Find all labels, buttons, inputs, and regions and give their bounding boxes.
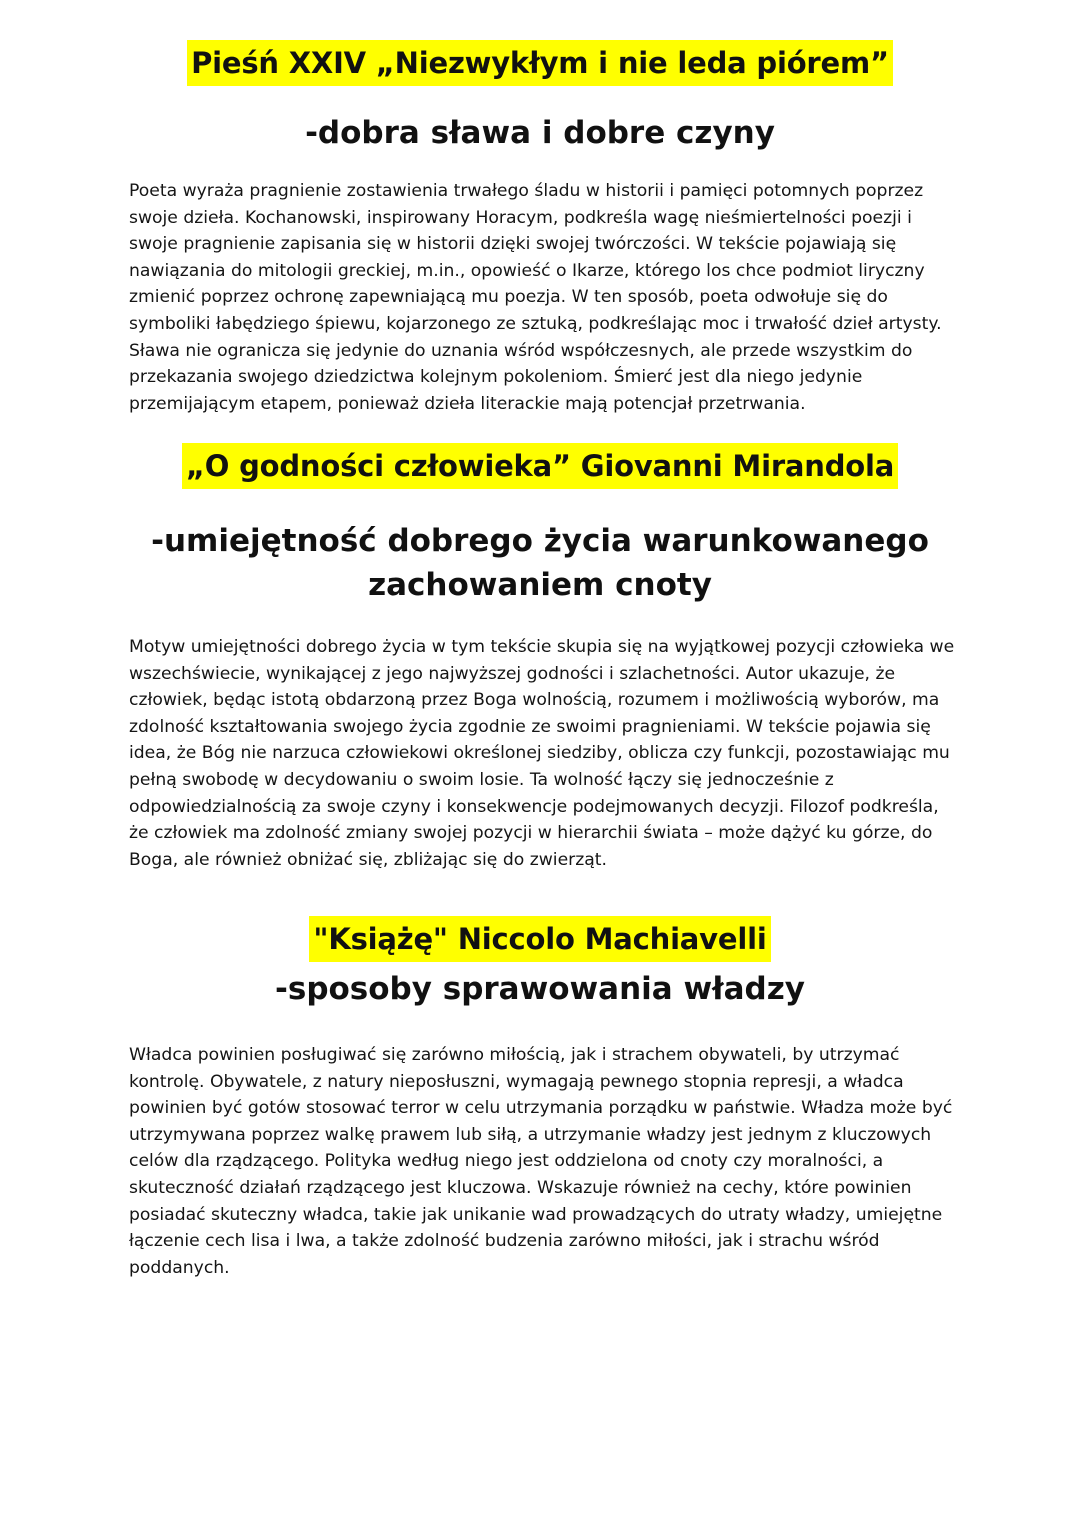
section-ksiaze xyxy=(0,916,1080,962)
section-body: Motyw umiejętności dobrego życia w tym tekście skupia się na wyjątkowej pozycji człowieka we wszechświecie, wynikającej z jego najwyższej godności i szlachetności. Autor ukazuje, że człowiek, będąc istotą obdarzoną przez Boga wolnością, rozumem i możliwością wyborów, ma zdolność kształtowania swojego życia zgodnie ze swoimi pragnieniami. W tekście pojawia się idea, że Bóg nie narzuca człowiekowi określonej siedziby, oblicza czy funkcji, pozostawiając mu pełną swobodę w decydowaniu o swoim losie. Ta wolność łączy się jednocześnie z odpowiedzialnością za swoje czyny i konsekwencje podejmowanych decyzji. Filozof podkreśla, że człowiek ma zdolność zmiany swojej pozycji w hierarchii świata – może dążyć ku górze, do Boga, ale również obniżać się, zbliżając się do zwierząt. xyxy=(129,637,955,870)
section-subtitle: -sposoby sprawowania władzy xyxy=(275,971,805,1007)
section-o-godnosci xyxy=(0,443,1080,489)
section-subtitle: -dobra sława i dobre czyny xyxy=(305,115,775,151)
section-title: Pieśń XXIV „Niezwykłym i nie leda piórem” xyxy=(187,40,893,86)
section-title: "Książę" Niccolo Machiavelli xyxy=(309,916,770,962)
section-piesn-xxiv xyxy=(0,40,1080,86)
section-title: „O godności człowieka” Giovanni Mirandola xyxy=(182,443,898,489)
section-body: Poeta wyraża pragnienie zostawienia trwałego śladu w historii i pamięci potomnych poprzez swoje dzieła. Kochanowski, inspirowany Horacym, podkreśla wagę nieśmiertelności poezji i swoje pragnienie zapisania się w historii dzięki swojej twórczości. W tekście pojawiają się nawiązania do mitologii greckiej, m.in., opowieść o Ikarze, którego los chce podmiot liryczny zmienić poprzez ochronę zapewniającą mu poezja. W ten sposób, poeta odwołuje się do symboliki łabędziego śpiewu, kojarzonego ze sztuką, podkreślając moc i trwałość dzieł artysty. Sława nie ogranicza się jedynie do uznania wśród współczesnych, ale przede wszystkim do przekazania swojego dziedzictwa kolejnym pokoleniom. Śmierć jest dla niego jedynie przemijającym etapem, ponieważ dzieła literackie mają potencjał przetrwania. xyxy=(129,181,942,414)
section-subtitle: -umiejętność dobrego życia warunkowanego zachowaniem cnoty xyxy=(151,523,929,603)
section-body: Władca powinien posługiwać się zarówno miłością, jak i strachem obywateli, by utrzymać kontrolę. Obywatele, z natury nieposłuszni, wymagają pewnego stopnia represji, a władca powinien być gotów stosować terror w celu utrzymania porządku w państwie. Władza może być utrzymywana poprzez walkę prawem lub siłą, a utrzymanie władzy jest jednym z kluczowych celów dla rządzącego. Polityka według niego jest oddzielona od cnoty czy moralności, a skuteczność działań rządzącego jest kluczowa. Wskazuje również na cechy, które powinien posiadać skuteczny władca, takie jak unikanie wad prowadzących do utraty władzy, umiejętne łączenie cech lisa i lwa, a także zdolność budzenia zarówno miłości, jak i strachu wśród poddanych. xyxy=(129,1045,953,1278)
